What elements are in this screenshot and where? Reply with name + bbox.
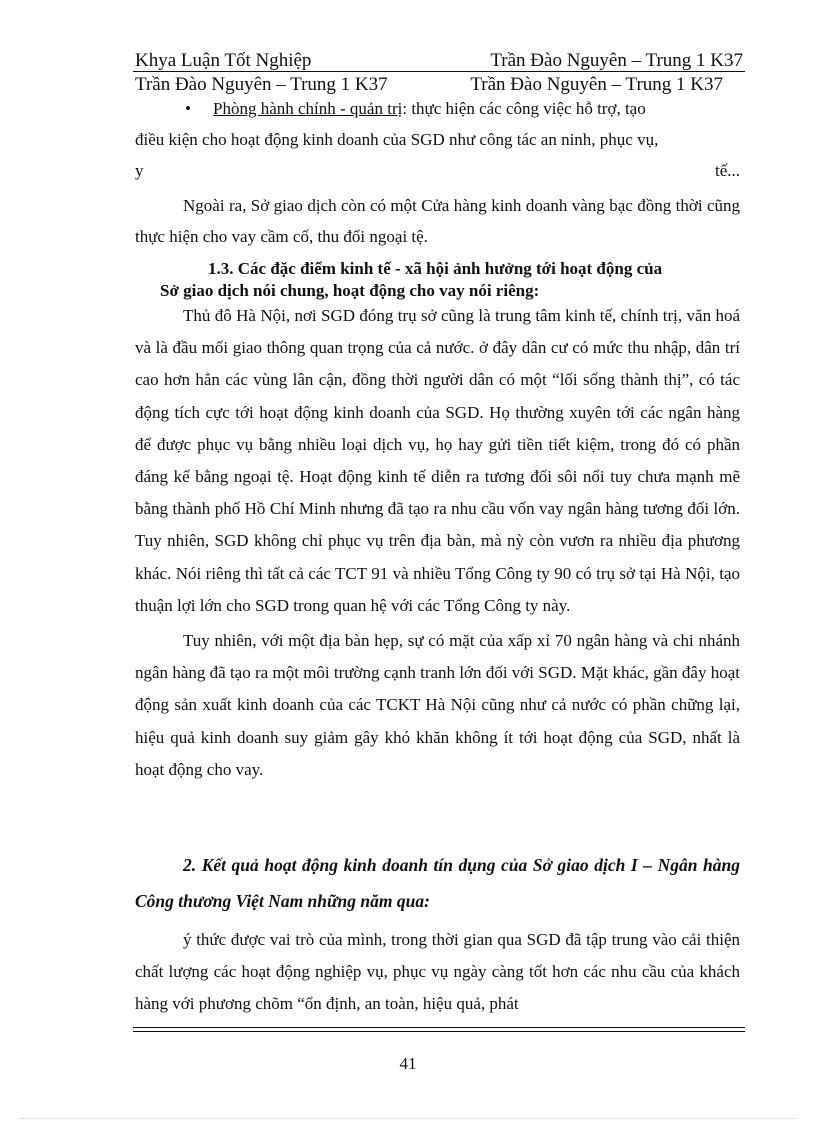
paragraph-last: ý thức được vai trò của mình, trong thời gian qua SGD đã tập trung vào cải thiện chất lượng các hoạt động nghiệp vụ, phục vụ ngày càng tốt hơn các nhu cầu của khách hàng với phương chõm “ổn định, an toàn, hiệu quả, phát bbox=[135, 930, 740, 1013]
heading-1-3-line2: Sở giao dịch nói chung, hoạt động cho vay nói riêng: bbox=[160, 281, 540, 300]
running-header bbox=[135, 50, 743, 72]
bullet-term: Phòng hành chính - quản trị bbox=[213, 99, 403, 118]
paragraph-store: Ngoài ra, Sở giao dịch còn có một Cửa hàng kinh doanh vàng bạc đồng thời cũng thực hiện cho vay cầm cố, thu đổi ngoại tệ. bbox=[135, 196, 740, 246]
header-rule bbox=[133, 71, 745, 72]
body-block-3 bbox=[135, 924, 740, 1020]
page-number: 41 bbox=[399, 1054, 417, 1073]
header-author: Trần Đào Nguyên – Trung 1 K37 bbox=[490, 50, 743, 71]
bullet-paragraph bbox=[135, 93, 740, 124]
page-edge-divider bbox=[20, 1118, 796, 1119]
header-title: Khya Luận Tốt Nghiệp bbox=[135, 50, 312, 71]
heading-1-3-line1: 1.3. Các đặc điểm kinh tế - xã hội ảnh hưởng tới hoạt động của bbox=[208, 259, 663, 278]
bullet-text: : thực hiện các công việc hỗ trợ, tạo bbox=[402, 99, 646, 118]
bullet-dot-icon: • bbox=[185, 99, 191, 118]
heading-2: 2. Kết quả hoạt động kinh doanh tín dụng của Sở giao dịch I – Ngân hàng Công thương Việt Nam những năm qua: bbox=[135, 855, 740, 911]
section-1-3-heading bbox=[160, 258, 740, 302]
paragraph-competition: Tuy nhiên, với một địa bàn hẹp, sự có mặt của xấp xỉ 70 ngân hàng và chi nhánh ngân hàng đã tạo ra một môi trường cạnh tranh lớn đối với SGD. Mặt khác, gần đây hoạt động sản xuất kinh doanh của các TCKT Hà Nội cũng như cả nước có phần chững lại, hiệu quả kinh doanh suy giảm gây khó khăn không ít tới hoạt động của SGD, nhất là hoạt động cho vay. bbox=[135, 631, 740, 779]
bullet-line-3-left: y bbox=[135, 161, 144, 180]
header-author-repeat-right: Trần Đào Nguyên – Trung 1 K37 bbox=[470, 74, 723, 95]
section-2-heading bbox=[135, 847, 740, 919]
header-author-repeat-left: Trần Đào Nguyên – Trung 1 K37 bbox=[135, 74, 388, 95]
footer-rule-top bbox=[133, 1027, 745, 1028]
bullet-line-3-right: tế... bbox=[714, 161, 740, 180]
bullet-line-2: điều kiện cho hoạt động kinh doanh của SGD như công tác an ninh, phục vụ, bbox=[135, 130, 659, 149]
paragraph-hanoi: Thủ đô Hà Nội, nơi SGD đóng trụ sở cũng là trung tâm kinh tế, chính trị, văn hoá và là đầu mối giao thông quan trọng của cả nước. ở đây dân cư có mức thu nhập, dân trí cao hơn hẳn các vùng lân cận, đồng thời người dân có một “lối sống thành thị”, có tác động tích cực tới hoạt động kinh doanh của SGD. Họ thường xuyên tới các ngân hàng để được phục vụ bằng nhiều loại dịch vụ, họ hay gửi tiền tiết kiệm, trong đó có phần đáng kể bằng ngoại tệ. Hoạt động kinh tế diễn ra tương đối sôi nổi tuy chưa mạnh mẽ bằng thành phố Hồ Chí Minh nhưng đã tạo ra nhu cầu vốn vay ngân hàng tương đối lớn. Tuy nhiên, SGD không chỉ phục vụ trên địa bàn, mà nỳ còn vươn ra nhiều địa phương khác. Nói riêng thì tất cả các TCT 91 và nhiều Tổng Công ty 90 có trụ sở tại Hà Nội, tạo thuận lợi lớn cho SGD trong quan hệ với các Tổng Công ty này. bbox=[135, 306, 740, 615]
bullet-line-3 bbox=[135, 155, 740, 186]
body-block-1 bbox=[135, 93, 740, 252]
body-block-2 bbox=[135, 300, 740, 786]
footer-rule-bottom bbox=[133, 1031, 745, 1032]
